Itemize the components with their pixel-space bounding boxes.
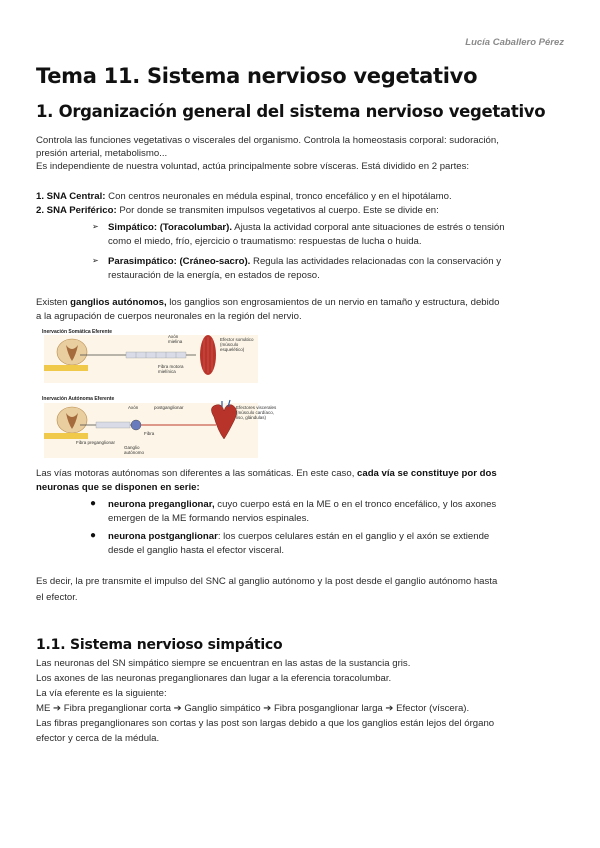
label-axon: Axón — [168, 334, 179, 339]
bullet-label: neurona postganglionar — [108, 531, 218, 542]
pathways-line-1 — [36, 468, 497, 480]
label-visceral-3: liso, glándulas) — [236, 415, 267, 420]
list-item-label: 2. SNA Periférico: — [36, 205, 117, 216]
list-item-text: Por donde se transmiten impulsos vegetativos al cuerpo. Este se divide en: — [116, 205, 439, 216]
page-title: Tema 11. Sistema nervioso vegetativo — [36, 64, 478, 88]
simpatico-line-3: La vía eferente es la siguiente: — [36, 688, 167, 699]
efferent-pathway-line: ME ➔ Fibra preganglionar corta ➔ Ganglio simpático ➔ Fibra posganglionar larga ➔ Efector (víscera). — [36, 703, 470, 714]
label-effector-3: esquelético) — [220, 347, 245, 352]
label-fiber-2: mielínica — [158, 369, 176, 374]
intro-line-2: presión arterial, metabolismo... — [36, 148, 168, 159]
ganglia-bold: ganglios autónomos, — [70, 297, 167, 308]
label-postganglionar: postganglionar — [154, 405, 184, 410]
arrow-bullet-icon: ➢ — [92, 222, 99, 231]
bullet-postganglionar-cont: desde el ganglio hasta el efector visceral. — [108, 545, 284, 556]
intro-line-1: Controla las funciones vegetativas o viscerales del organismo. Controla la homeostasis corporal: sudoración, — [36, 135, 499, 146]
ganglia-line-2: a la agrupación de cuerpos neuronales en la región del nervio. — [36, 311, 302, 322]
sub-item-text: Ajusta la actividad corporal ante situaciones de estrés o tensión — [232, 222, 505, 233]
ventral-root-icon — [44, 365, 88, 371]
simpatico-line-5: Las fibras preganglionares son cortas y las post son largas debido a que los ganglios están lejos del órgano — [36, 718, 495, 729]
pathways-bold: cada vía se constituye por dos — [354, 468, 497, 479]
sub-item-simpatico — [108, 222, 564, 234]
top-panel-title: Inervación Somática Eferente — [42, 329, 113, 335]
label-fibra: Fibra — [144, 431, 155, 436]
list-item-label: 1. SNA Central: — [36, 191, 106, 202]
ganglia-pre: Existen — [36, 297, 71, 308]
list-item-sna-periferico — [36, 205, 439, 217]
simpatico-line-6: efector y cerca de la médula. — [36, 733, 160, 744]
label-ganglio-2: autónomo — [124, 450, 145, 455]
simpatico-line-2: Los axones de las neuronas preganglionares dan lugar a la eferencia toracolumbar. — [36, 673, 392, 684]
bullet-preganglionar-cont: emergen de la ME formando nervios espinales. — [108, 513, 310, 524]
label-fiber-1: Fibra motora — [158, 364, 184, 369]
bottom-panel-title: Inervación Autónoma Eferente — [42, 396, 115, 402]
author-name: Lucía Caballero Pérez — [465, 37, 564, 48]
label-effector-2: (músculo — [220, 342, 239, 347]
bullet-dot-icon: ● — [90, 530, 97, 541]
summary-line-2: el efector. — [36, 592, 78, 603]
bullet-text: : los cuerpos celulares están en el ganglio y el axón se extiende — [217, 531, 490, 542]
sub-item-text: Regula las actividades relacionadas con la conservación y — [250, 256, 502, 267]
arrow-bullet-icon: ➢ — [92, 256, 99, 265]
bullet-text: cuyo cuerpo está en la ME o en el tronco encefálico, y los axones — [214, 499, 497, 510]
ganglia-post: los ganglios son engrosamientos de un nervio en tamaño y estructura, debido — [166, 297, 500, 308]
bullet-label: neurona preganglionar, — [108, 499, 215, 510]
list-item-text: Con centros neuronales en médula espinal, tronco encefálico y en el hipotálamo. — [105, 191, 452, 202]
summary-line-1: Es decir, la pre transmite el impulso del SNC al ganglio autónomo y la post desde el ganglio autónomo hasta — [36, 576, 498, 587]
label-visceral-1: Efectores viscerales — [236, 405, 277, 410]
bullet-preganglionar — [108, 499, 496, 511]
ganglia-line-1 — [36, 297, 499, 309]
label-ganglio: Ganglio — [124, 445, 140, 450]
sub-item-parasimpatico — [108, 256, 501, 268]
pathways-line-2: neuronas que se disponen en serie: — [36, 482, 200, 493]
sub-item-parasimpatico-cont: restauración de la energía, en estados de reposo. — [108, 270, 320, 281]
sub-item-simpatico-cont: como el miedo, frío, ejercicio o traumatismo: respuestas de lucha o huida. — [108, 236, 422, 247]
section-heading: 1. Organización general del sistema nervioso vegetativo — [36, 102, 546, 121]
bullet-postganglionar — [108, 531, 489, 543]
label-preganglionar: Fibra preganglionar — [76, 440, 116, 445]
efferent-innervation-figure — [36, 325, 277, 462]
subsection-heading: 1.1. Sistema nervioso simpático — [36, 637, 283, 653]
label-myelin: mielina — [168, 339, 183, 344]
list-item-sna-central — [36, 191, 452, 203]
label-effector-1: Efector somático — [220, 337, 254, 342]
label-visceral-2: (músculo cardíaco, — [236, 410, 275, 415]
sub-item-label: Simpático: (Toracolumbar). — [108, 222, 233, 233]
autonomic-ganglion-icon — [131, 420, 141, 430]
label-axon-2: Axón — [128, 405, 139, 410]
simpatico-line-1: Las neuronas del SN simpático siempre se encuentran en las astas de la sustancia gris. — [36, 658, 411, 669]
ventral-root-icon — [44, 433, 88, 439]
intro-line-3: Es independiente de nuestra voluntad, actúa principalmente sobre vísceras. Está dividido en 2 partes: — [36, 161, 470, 172]
bullet-dot-icon: ● — [90, 498, 97, 509]
sub-item-label: Parasimpático: (Cráneo-sacro). — [108, 256, 251, 267]
pathways-pre: Las vías motoras autónomas son diferentes a las somáticas. En este caso, — [36, 468, 355, 479]
